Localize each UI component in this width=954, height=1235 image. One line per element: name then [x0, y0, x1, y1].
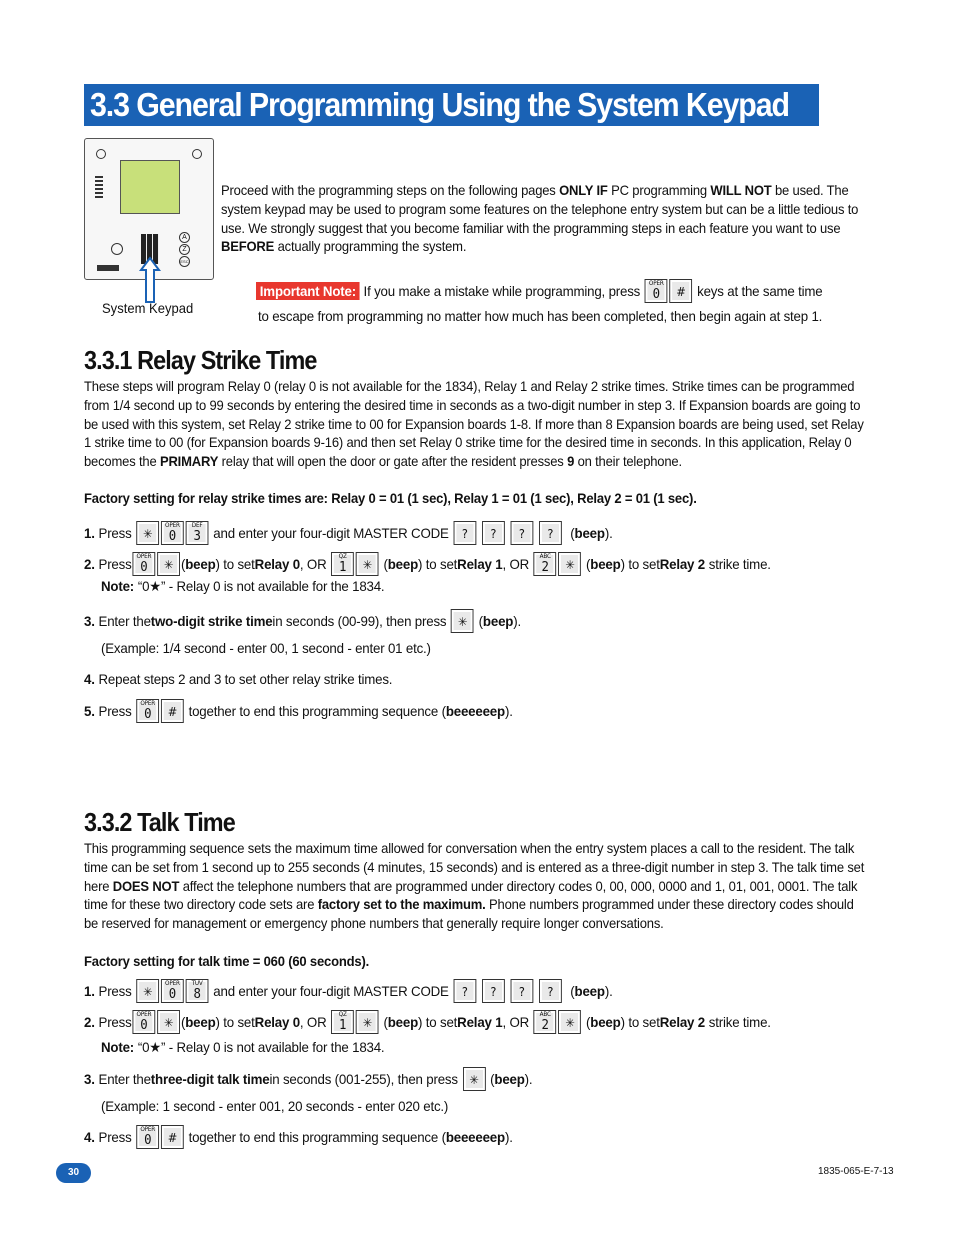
key-oper-0: OPER 0 — [136, 699, 159, 723]
s2-step-3: 3. Enter the three-digit talk time in seconds (001-255), then press ✳ ( beep ). — [84, 1065, 532, 1093]
important-note-line2: to escape from programming no matter how much has been completed, then begin again at step 1. — [258, 308, 823, 324]
key-star: ✳ — [451, 609, 474, 633]
key-star: ✳ — [136, 979, 159, 1003]
key-oper-0: OPER 0 — [133, 552, 156, 576]
key-hash: # — [161, 1125, 184, 1149]
key-def-3: DEF 3 — [186, 521, 209, 545]
s2-step-4: 4. Press OPER 0 # together to end this programming sequence ( beeeeeep ). — [84, 1126, 513, 1148]
key-question: ? — [453, 979, 476, 1003]
key-star: ✳ — [136, 521, 159, 545]
key-question: ? — [482, 979, 505, 1003]
button-z-icon: Z — [179, 244, 190, 255]
key-abc-2: ABC 2 — [534, 1010, 557, 1034]
s2-step-3-example: (Example: 1 second - enter 001, 20 seconds - enter 020 etc.) — [101, 1098, 449, 1114]
screw-icon — [192, 149, 202, 159]
s1-note: Note: “0★” - Relay 0 is not available for the 1834. — [101, 577, 385, 594]
keypad-display — [120, 160, 180, 214]
key-oper-0: OPER 0 — [645, 279, 668, 303]
brand-logo — [97, 265, 119, 271]
key-oper-0: OPER 0 — [161, 521, 184, 545]
s2-step-1: 1. Press ✳ OPER 0 TUV 8 and enter your four-digit MASTER CODE ? ? ? ? ( beep ). — [84, 980, 613, 1002]
relay-strike-paragraph: These steps will program Relay 0 (relay 0 is not available for the 1834), Relay 1 and Relay 2 strike times. Strike times can be programmed from 1/4 second up to 99 seconds by entering the desired time in seconds as a two-digit number in step 3. If Expansion boards are going to be used with this system, set Relay 2 strike time to 00 for Expansion boards 1-8. If more than 8 Expansion boards are being used, set Relay 1 strike time to 00 (for Expansion boards 9-16) and then set Relay 0 strike time for the desired time in seconds. In this application, Relay 0 becomes the PRIMARY relay that will open the door or gate after the resident presses 9 on their telephone. — [84, 378, 864, 470]
key-question: ? — [539, 979, 562, 1003]
screw-icon — [96, 149, 106, 159]
section-heading-talk-time: 3.3.2 Talk Time — [84, 807, 235, 837]
important-note-label: Important Note: — [256, 282, 360, 300]
important-note-line1: Important Note: If you make a mistake while programming, press OPER 0 # keys at the same time — [256, 277, 823, 305]
section-heading-relay-strike-time: 3.3.1 Relay Strike Time — [84, 345, 317, 375]
page-title: 3.3 General Programming Using the System Keypad — [90, 86, 789, 123]
key-abc-2: ABC 2 — [534, 552, 557, 576]
s1-step-3: 3. Enter the two-digit strike time in seconds (00-99), then press ✳ ( beep ). — [84, 607, 521, 635]
key-question: ? — [453, 521, 476, 545]
s1-step-4: 4. Repeat steps 2 and 3 to set other relay strike times. — [84, 671, 393, 687]
key-hash: # — [670, 279, 693, 303]
page-number: 30 — [56, 1163, 91, 1183]
key-star: ✳ — [558, 552, 581, 576]
s1-step-3-example: (Example: 1/4 second - enter 00, 1 second - enter 01 etc.) — [101, 640, 431, 656]
key-question: ? — [539, 521, 562, 545]
s1-step-1: 1. Press ✳ OPER 0 DEF 3 and enter your four-digit MASTER CODE ? ? ? ? ( beep ). — [84, 522, 613, 544]
key-tuv-8: TUV 8 — [186, 979, 209, 1003]
key-oper-0: OPER 0 — [161, 979, 184, 1003]
key-qz-1: QZ 1 — [331, 552, 354, 576]
key-question: ? — [510, 521, 533, 545]
s2-step-2: 2. Press OPER 0 ✳ ( beep ) to set Relay 0 , OR QZ 1 ✳ ( beep ) to set Relay 1 , OR ABC 2 ✳ ( beep ) to set Relay 2 strike time. — [84, 1011, 771, 1033]
s2-note: Note: “0★” - Relay 0 is not available for the 1834. — [101, 1038, 385, 1055]
button-esc-icon: ESC — [179, 256, 190, 267]
key-question: ? — [482, 521, 505, 545]
key-star: ✳ — [157, 1010, 180, 1034]
speaker-grille — [95, 176, 103, 198]
talk-time-paragraph: This programming sequence sets the maximum time allowed for conversation when the entry system places a call to the resident. The talk time can be set from 1 second up to 255 seconds (4 minutes, 15 seconds) and is entered as a three-digit number in step 3. The talk time set here DOES NOT affect the telephone numbers that are programmed under directory codes 0, 00, 000, 0000 and 1, 01, 001, 0001. The talk time for these two directory code sets are factory set to the maximum. Phone numbers programmed under these directory codes should be reserved for management or emergency phone numbers that generally require longer conversations. — [84, 840, 865, 932]
key-star: ✳ — [356, 1010, 379, 1034]
key-star: ✳ — [157, 552, 180, 576]
key-question: ? — [510, 979, 533, 1003]
key-hash: # — [161, 699, 184, 723]
figure-caption: System Keypad — [102, 300, 194, 316]
key-oper-0: OPER 0 — [136, 1125, 159, 1149]
relay-factory-setting: Factory setting for relay strike times are: Relay 0 = 01 (1 sec), Relay 1 = 01 (1 sec), Relay 2 = 01 (1 sec). — [84, 490, 697, 506]
button-a-icon: A — [179, 232, 190, 243]
key-oper-0: OPER 0 — [133, 1010, 156, 1034]
arrow-icon — [138, 256, 162, 306]
key-star: ✳ — [463, 1067, 486, 1091]
key-star: ✳ — [356, 552, 379, 576]
key-star: ✳ — [558, 1010, 581, 1034]
s1-step-2: 2. Press OPER 0 ✳ ( beep ) to set Relay 0 , OR QZ 1 ✳ ( beep ) to set Relay 1 , OR ABC 2 ✳ ( beep ) to set Relay 2 strike time. — [84, 553, 771, 575]
document-id: 1835-065-E-7-13 — [818, 1166, 894, 1177]
key-qz-1: QZ 1 — [331, 1010, 354, 1034]
s1-step-5: 5. Press OPER 0 # together to end this programming sequence ( beeeeeep ). — [84, 700, 513, 722]
intro-paragraph: Proceed with the programming steps on the following pages ONLY IF PC programming WILL NOT be used. The system keypad may be used to program some features on the telephone entry system but can be a little tedious to use. We strongly suggest that you become familiar with the programming steps in each feature you want to use BEFORE actually programming the system. — [221, 182, 859, 255]
call-button-icon — [111, 243, 123, 255]
talk-factory-setting: Factory setting for talk time = 060 (60 seconds). — [84, 953, 370, 969]
